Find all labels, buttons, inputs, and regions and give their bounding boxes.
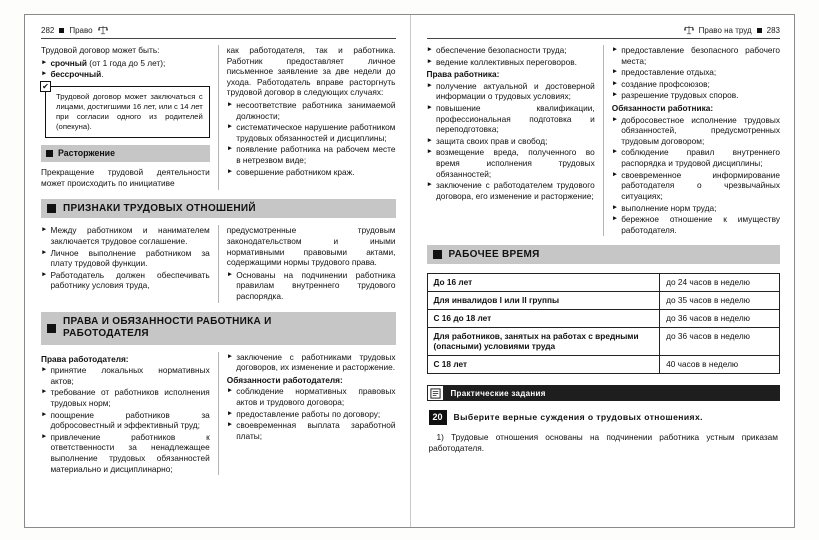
bullet-text: своевременная выплата заработной платы; — [236, 420, 396, 441]
worktime-hours: до 36 часов в неделю — [660, 309, 780, 327]
bullet-arrow-icon: ► — [226, 352, 234, 360]
bullet-item — [427, 180, 595, 201]
bullet-text: предоставление работы по договору; — [236, 408, 381, 419]
sub-heading: Права работника: — [426, 69, 500, 80]
black-square-icon — [47, 204, 56, 213]
contract-section — [41, 45, 396, 190]
bullet-item — [41, 432, 210, 474]
worktime-row — [427, 292, 780, 310]
task-option-1: 1) Трудовые отношения основаны на подчинении работника устным приказам работодателя. — [428, 432, 778, 453]
notebook-icon — [427, 385, 444, 401]
task-number-badge: 20 — [429, 410, 447, 425]
square-icon — [757, 28, 762, 33]
bullet-text: получение актуальной и достоверной информации о трудовых условиях; — [435, 80, 595, 102]
scales-icon — [98, 25, 108, 35]
bullet-text: принятие локальных нормативных актов; — [50, 365, 210, 386]
bullet-text: бессрочный. — [50, 69, 104, 80]
bullet-arrow-icon: ► — [226, 409, 234, 417]
page-number: 282 — [41, 25, 55, 35]
column-left — [41, 225, 218, 302]
page-283 — [410, 15, 795, 527]
bullet-arrow-icon: ► — [426, 46, 433, 53]
bullet-item — [427, 81, 595, 102]
bullet-text: совершение работником краж. — [236, 166, 355, 177]
subsection-banner — [41, 145, 210, 162]
bullet-item — [41, 69, 210, 80]
bullet-text: соблюдение правил внутреннего распорядка и трудовой дисциплины; — [621, 147, 780, 169]
bullet-arrow-icon: ► — [426, 181, 433, 189]
worktime-category: С 16 до 18 лет — [427, 309, 660, 327]
bullet-text: систематическое нарушение работником трудовых обязанностей и дисциплины; — [236, 122, 396, 143]
practice-title: Практические задания — [450, 388, 546, 398]
worktime-table — [427, 273, 781, 374]
signs-section — [41, 225, 396, 302]
bullet-arrow-icon: ► — [41, 410, 48, 418]
bullet-arrow-icon: ► — [611, 79, 619, 87]
bullet-item — [612, 45, 780, 66]
header-rule — [41, 38, 396, 39]
bullet-item — [227, 386, 396, 407]
bullet-arrow-icon: ► — [226, 167, 234, 175]
bullet-item — [227, 100, 396, 121]
rights-section — [41, 352, 396, 476]
bullet-item — [227, 144, 396, 165]
sub-heading: Обязанности работодателя: — [226, 374, 343, 385]
bullet-arrow-icon: ► — [611, 170, 619, 178]
bullet-text: предоставление отдыха; — [621, 67, 717, 78]
worktime-category: До 16 лет — [427, 274, 660, 292]
worktime-category: Для инвалидов I или II группы — [427, 292, 660, 310]
bullet-text: создание профсоюзов; — [621, 78, 710, 89]
bullet-arrow-icon: ► — [611, 203, 619, 211]
practice-section-header — [427, 385, 781, 401]
section-banner-title: ПРАВА И ОБЯЗАННОСТИ РАБОТНИКА И РАБОТОДАТЕЛЯ — [63, 315, 272, 340]
bullet-text: обеспечение безопасности труда; — [435, 45, 567, 55]
paragraph: предусмотренные трудовым законодательством и иными нормативными правовыми актами, содержащими нормы трудового права. — [226, 225, 396, 268]
bullet-text: соблюдение нормативных правовых актов и трудового договора; — [236, 386, 396, 407]
bullet-item — [227, 352, 396, 373]
task-20 — [427, 410, 781, 425]
column-right — [218, 225, 396, 302]
page-282 — [25, 15, 410, 527]
bullet-arrow-icon: ► — [611, 68, 619, 76]
worker-rights-section — [427, 45, 781, 236]
bullet-text: Основаны на подчинении работника правилам внутреннего трудового распорядка. — [236, 269, 396, 301]
bullet-item — [612, 79, 780, 90]
bullet-text: своевременное информирование работодателя о чрезвычайных ситуациях; — [621, 169, 780, 201]
bullet-item — [41, 387, 210, 408]
bullet-item — [227, 122, 396, 143]
bullet-arrow-icon: ► — [611, 115, 619, 123]
bullet-arrow-icon: ► — [611, 46, 619, 53]
bullet-arrow-icon: ► — [226, 387, 234, 395]
running-title: Право на труд — [698, 25, 752, 35]
bullet-item — [41, 225, 210, 246]
paragraph: Прекращение трудовой деятельности может происходить по инициативе — [41, 167, 210, 188]
bullet-item — [41, 270, 210, 291]
bullet-text: поощрение работников за добросовестный и эффективный труд; — [50, 409, 210, 431]
bullet-arrow-icon: ► — [426, 136, 433, 144]
bullet-text: несоответствие работника занимаемой должности; — [236, 100, 396, 121]
bullet-arrow-icon: ► — [226, 101, 234, 109]
bullet-item — [612, 115, 780, 147]
page-number: 283 — [766, 25, 780, 35]
bullet-arrow-icon: ► — [41, 270, 48, 278]
bullet-text: заключение с работодателем трудового договора, его изменение и расторжение; — [435, 180, 595, 201]
bullet-item — [41, 365, 210, 386]
worktime-hours: до 24 часов в неделю — [660, 274, 780, 292]
bullet-text: Работодатель должен обеспечивать работнику условия труда, — [50, 269, 210, 291]
bullet-item — [427, 136, 595, 147]
bullet-item — [41, 248, 210, 269]
practice-title-bar — [444, 385, 781, 401]
bullet-text: привлечение работников к ответственности за ненадлежащее выполнение трудовых обязанностей материально и дисциплинарно; — [50, 431, 210, 474]
worktime-hours: 40 часов в неделю — [660, 356, 780, 374]
bullet-text: Между работником и нанимателем заключается трудовое соглашение. — [50, 225, 210, 246]
check-icon: ✔ — [40, 81, 51, 92]
subsection-title: Расторжение — [58, 147, 115, 158]
sub-heading: Права работодателя: — [41, 353, 129, 364]
page-header-right — [427, 25, 781, 35]
bullet-text: защита своих прав и свобод; — [435, 135, 548, 146]
bullet-arrow-icon: ► — [611, 215, 619, 223]
sub-heading: Обязанности работника: — [611, 103, 714, 114]
paragraph: Трудовой договор может быть: — [41, 45, 160, 55]
worktime-row — [427, 327, 780, 356]
bullet-text: добросовестное исполнение трудовых обязанностей, предусмотренных трудовым договором; — [621, 114, 780, 146]
worktime-row — [427, 274, 780, 292]
black-square-icon — [433, 250, 442, 259]
bullet-text: срочный (от 1 года до 5 лет); — [50, 57, 166, 68]
worktime-row — [427, 356, 780, 374]
page-header-left — [41, 25, 396, 35]
running-title: Право — [69, 25, 93, 35]
bullet-item — [612, 67, 780, 78]
bullet-text: появление работника на рабочем месте в нетрезвом виде; — [236, 144, 396, 166]
bullet-text: выполнение норм труда; — [621, 202, 717, 213]
worktime-category: С 18 лет — [427, 356, 660, 374]
bullet-arrow-icon: ► — [426, 57, 433, 65]
black-square-icon — [47, 324, 56, 333]
note-box: ✔ Трудовой договор может заключаться с лицами, достигшими 16 лет, или с 14 лет при согласии одного из родителей (опекуна). — [45, 86, 210, 138]
bullet-item — [612, 147, 780, 168]
bullet-text: требование от работников исполнения трудовых норм; — [50, 387, 210, 408]
bullet-text: разрешение трудовых споров. — [621, 90, 739, 101]
bullet-item — [427, 103, 595, 135]
task-text: Выберите верные суждения о трудовых отношениях. — [453, 412, 703, 423]
section-banner-signs — [41, 199, 396, 218]
column-right — [603, 45, 780, 236]
bullet-item — [612, 170, 780, 202]
section-banner-worktime — [427, 245, 781, 264]
column-left — [41, 352, 218, 476]
bullet-arrow-icon: ► — [226, 421, 234, 429]
paragraph: как работодателя, так и работника. Работник предоставляет личное письменное заявление за две недели до ухода. Работодатель вправе расторгнуть трудовой договор в следующих случаях: — [226, 45, 396, 98]
square-icon — [59, 28, 64, 33]
bullet-item — [227, 420, 396, 441]
bullet-item — [227, 409, 396, 420]
bullet-item — [41, 58, 210, 69]
bullet-arrow-icon: ► — [226, 270, 234, 278]
column-left — [41, 45, 218, 190]
bullet-item — [227, 270, 396, 302]
section-banner-title: РАБОЧЕЕ ВРЕМЯ — [448, 249, 540, 261]
bullet-item — [41, 410, 210, 431]
bullet-arrow-icon: ► — [41, 226, 48, 234]
bullet-arrow-icon: ► — [426, 81, 433, 89]
bullet-arrow-icon: ► — [426, 104, 433, 112]
column-left — [427, 45, 603, 236]
bullet-arrow-icon: ► — [41, 388, 48, 396]
header-rule — [427, 38, 781, 39]
black-square-icon — [46, 150, 53, 157]
scales-icon — [684, 25, 694, 35]
bullet-text: ведение коллективных переговоров. — [435, 56, 577, 67]
bullet-arrow-icon: ► — [41, 432, 48, 440]
bullet-text: возмещение вреда, полученного во время исполнения трудовых обязанностей; — [435, 147, 595, 179]
bullet-item — [227, 167, 396, 178]
bullet-arrow-icon: ► — [41, 58, 48, 66]
bullet-arrow-icon: ► — [41, 70, 48, 78]
worktime-row — [427, 309, 780, 327]
bullet-item — [427, 45, 595, 56]
bullet-arrow-icon: ► — [41, 366, 48, 374]
bullet-item — [427, 147, 595, 179]
bullet-arrow-icon: ► — [41, 248, 48, 256]
bullet-text: предоставление безопасного рабочего места; — [621, 45, 780, 66]
bullet-arrow-icon: ► — [611, 148, 619, 156]
worktime-hours: до 36 часов в неделю — [660, 327, 780, 356]
bullet-text: заключение с работниками трудовых договоров, их изменение и расторжение. — [236, 351, 396, 373]
column-right — [218, 352, 396, 476]
bullet-item — [612, 214, 780, 235]
bullet-arrow-icon: ► — [226, 145, 234, 153]
section-banner-rights — [41, 312, 396, 345]
bullet-arrow-icon: ► — [611, 91, 619, 99]
column-right — [218, 45, 396, 190]
section-banner-title: ПРИЗНАКИ ТРУДОВЫХ ОТНОШЕНИЙ — [63, 203, 256, 215]
bullet-text: повышение квалификации, профессиональная подготовка и переподготовка; — [435, 103, 595, 135]
worktime-category: Для работников, занятых на работах с вредными (опасными) условиями труда — [427, 327, 660, 356]
bullet-arrow-icon: ► — [226, 123, 234, 131]
bullet-arrow-icon: ► — [426, 148, 433, 156]
book-spread — [24, 14, 795, 528]
bullet-item — [612, 203, 780, 214]
bullet-item — [427, 57, 595, 68]
worktime-hours: до 35 часов в неделю — [660, 292, 780, 310]
bullet-item — [612, 90, 780, 101]
bullet-text: бережное отношение к имуществу работодателя. — [621, 214, 780, 235]
bullet-text: Личное выполнение работником за плату трудовой функции. — [50, 247, 210, 269]
